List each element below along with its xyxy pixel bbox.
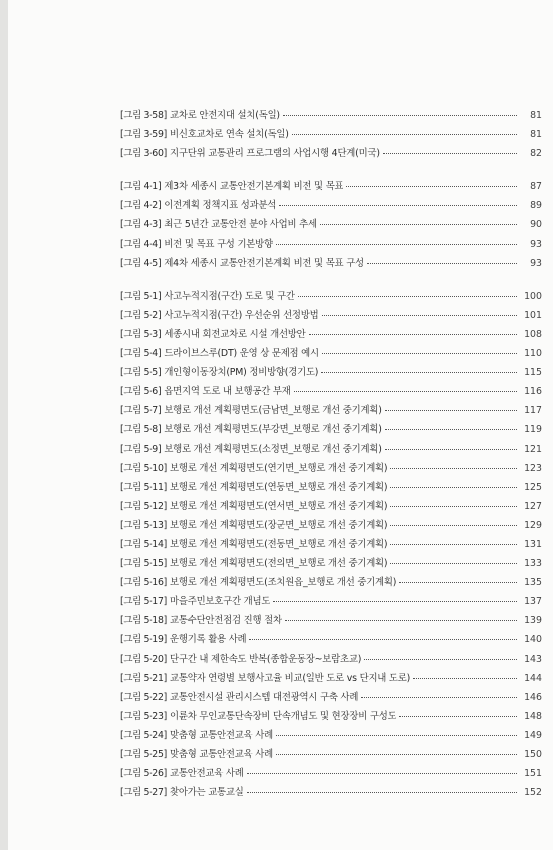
page-number: 143 xyxy=(524,653,542,665)
figure-entry xyxy=(120,235,542,254)
figure-number: [그림 3-58] xyxy=(120,110,167,121)
page-number: 81 xyxy=(530,110,542,121)
page-number: 144 xyxy=(524,672,542,684)
dot-leader xyxy=(276,754,517,755)
page-number: 90 xyxy=(530,219,542,231)
page-number: 140 xyxy=(524,634,542,646)
figure-number: [그림 5-24] xyxy=(120,729,167,741)
dot-leader xyxy=(249,639,517,640)
page-number: 110 xyxy=(524,348,542,360)
dot-leader xyxy=(390,487,517,488)
figure-title: 보행로 개선 계획평면도(연서면_보행로 개선 중기계획) xyxy=(170,500,388,512)
figure-title: 교통약자 연령별 보행사고율 비교(일반 도로 vs 단지내 도로) xyxy=(170,672,411,684)
figure-entry xyxy=(120,144,542,163)
figure-number: [그림 5-9] xyxy=(120,443,162,455)
dot-leader xyxy=(390,525,517,526)
figure-entry xyxy=(120,783,542,802)
figure-entry xyxy=(120,254,542,273)
page-number: 87 xyxy=(530,181,542,193)
page-number: 125 xyxy=(524,481,542,493)
page-number: 117 xyxy=(524,405,542,417)
figure-entry xyxy=(120,688,542,707)
page-number: 146 xyxy=(524,691,542,703)
page-number: 151 xyxy=(524,768,542,780)
figure-entry xyxy=(120,535,542,554)
figure-entry xyxy=(120,650,542,669)
page-number: 101 xyxy=(524,309,542,321)
figure-title: 교차로 안전지대 설치(독일) xyxy=(170,110,280,121)
figure-number: [그림 4-2] xyxy=(120,200,162,212)
dot-leader xyxy=(294,391,517,392)
page-number: 127 xyxy=(524,500,542,512)
dot-leader xyxy=(385,429,517,430)
figure-title: 사고누적지점(구간) 우선순위 선정방법 xyxy=(164,309,319,321)
figure-group xyxy=(120,287,542,803)
dot-leader xyxy=(390,544,517,545)
page-number: 121 xyxy=(524,443,542,455)
figure-entry xyxy=(120,420,542,439)
dot-leader xyxy=(367,263,517,264)
figure-entry xyxy=(120,630,542,649)
figure-entry xyxy=(120,125,542,144)
figure-title: 세종시내 회전교차로 시설 개선방안 xyxy=(164,328,306,340)
figure-entry xyxy=(120,611,542,630)
dot-leader xyxy=(279,205,517,206)
figure-title: 보행로 개선 계획평면도(연기면_보행로 개선 중기계획) xyxy=(170,462,388,474)
page-number: 89 xyxy=(530,200,542,212)
figure-entry xyxy=(120,497,542,516)
figure-title: 교통안전교육 사례 xyxy=(170,768,244,780)
figure-entry xyxy=(120,764,542,783)
figure-number: [그림 5-19] xyxy=(120,634,167,646)
figure-entry xyxy=(120,215,542,234)
dot-leader xyxy=(385,410,517,411)
dot-leader xyxy=(321,372,517,373)
figure-number: [그림 3-59] xyxy=(120,129,167,141)
figure-title: 비전 및 목표 구성 기본방향 xyxy=(164,238,273,250)
figure-entry xyxy=(120,382,542,401)
figure-number: [그림 5-18] xyxy=(120,615,167,627)
page-number: 129 xyxy=(524,519,542,531)
dot-leader xyxy=(413,678,517,679)
figure-title: 이전계획 정책지표 성과분석 xyxy=(164,200,277,212)
page-number: 82 xyxy=(530,148,542,160)
page-number: 100 xyxy=(524,290,542,302)
figure-entry xyxy=(120,440,542,459)
figure-title: 교통수단안전점검 진행 절차 xyxy=(170,615,282,627)
figure-number: [그림 3-60] xyxy=(120,148,167,160)
figure-number: [그림 5-16] xyxy=(120,577,167,589)
figure-title: 비신호교차로 연속 설치(독일) xyxy=(170,129,289,141)
dot-leader xyxy=(364,659,517,660)
figure-number: [그림 5-2] xyxy=(120,309,162,321)
figure-entry xyxy=(120,592,542,611)
figure-title: 교통안전시설 관리시스템 대전광역시 구축 사례 xyxy=(170,691,359,703)
figure-entry xyxy=(120,516,542,535)
figure-title: 읍면지역 도로 내 보행공간 부재 xyxy=(164,386,291,398)
figure-group xyxy=(120,177,542,272)
figure-number: [그림 5-11] xyxy=(120,481,167,493)
figure-number: [그림 5-13] xyxy=(120,519,167,531)
figure-entry xyxy=(120,707,542,726)
figure-entry xyxy=(120,106,542,125)
figure-title: 제3차 세종시 교통안전기본계획 비전 및 목표 xyxy=(164,181,344,193)
figure-number: [그림 5-25] xyxy=(120,749,167,760)
figure-number: [그림 5-3] xyxy=(120,328,162,340)
page-number: 116 xyxy=(524,386,542,398)
figure-title: 지구단위 교통관리 프로그램의 사업시행 4단계(미국) xyxy=(170,148,380,160)
figure-title: 보행로 개선 계획평면도(전의면_보행로 개선 중기계획) xyxy=(170,558,388,570)
dot-leader xyxy=(298,296,517,297)
page-number: 119 xyxy=(524,424,542,436)
figure-title: 마을주민보호구간 개념도 xyxy=(170,596,271,608)
figure-number: [그림 4-1] xyxy=(120,181,162,193)
figure-entry xyxy=(120,344,542,363)
figure-entry xyxy=(120,745,542,764)
figure-entry xyxy=(120,459,542,478)
figure-number: [그림 5-1] xyxy=(120,290,162,302)
figure-entry xyxy=(120,401,542,420)
dot-leader xyxy=(285,620,517,621)
figure-title: 보행로 개선 계획평면도(부강면_보행로 개선 중기계획) xyxy=(164,424,382,436)
figure-title: 단구간 내 제한속도 반복(종합운동장~보람초교) xyxy=(170,653,362,665)
page-number: 148 xyxy=(524,710,542,722)
page-number: 149 xyxy=(524,729,542,741)
page-number: 137 xyxy=(524,596,542,608)
dot-leader xyxy=(309,334,517,335)
figure-entry xyxy=(120,177,542,196)
dot-leader xyxy=(320,224,517,225)
figure-number: [그림 5-5] xyxy=(120,367,162,379)
dot-leader xyxy=(322,315,517,316)
figure-number: [그림 5-6] xyxy=(120,386,162,398)
figure-number: [그림 5-26] xyxy=(120,768,167,780)
figure-title: 사고누적지점(구간) 도로 및 구간 xyxy=(164,290,295,302)
dot-leader xyxy=(322,353,517,354)
figure-list xyxy=(120,106,542,802)
figure-number: [그림 5-23] xyxy=(120,710,167,722)
dot-leader xyxy=(292,134,517,135)
dot-leader xyxy=(399,716,517,717)
page-number: 108 xyxy=(524,328,542,340)
dot-leader xyxy=(385,449,517,450)
page-number: 150 xyxy=(524,749,542,760)
figure-number: [그림 5-27] xyxy=(120,787,167,799)
figure-title: 맞춤형 교통안전교육 사례 xyxy=(170,729,273,741)
figure-entry xyxy=(120,363,542,382)
figure-entry xyxy=(120,287,542,306)
figure-entry xyxy=(120,478,542,497)
page-number: 135 xyxy=(524,577,542,589)
figure-number: [그림 4-4] xyxy=(120,238,162,250)
page-number: 93 xyxy=(530,238,542,250)
figure-number: [그림 4-3] xyxy=(120,219,162,231)
page-number: 139 xyxy=(524,615,542,627)
figure-entry xyxy=(120,669,542,688)
figure-entry xyxy=(120,554,542,573)
figure-title: 개인형이동장치(PM) 정비방향(경기도) xyxy=(164,367,319,379)
figure-number: [그림 5-7] xyxy=(120,405,162,417)
figure-group xyxy=(120,106,542,163)
figure-number: [그림 5-20] xyxy=(120,653,167,665)
dot-leader xyxy=(383,153,517,154)
page-number: 93 xyxy=(530,257,542,269)
figure-number: [그림 5-15] xyxy=(120,558,167,570)
figure-number: [그림 5-12] xyxy=(120,500,167,512)
dot-leader xyxy=(399,582,517,583)
figure-number: [그림 5-10] xyxy=(120,462,167,474)
figure-entry xyxy=(120,306,542,325)
dot-leader xyxy=(276,244,517,245)
figure-entry xyxy=(120,726,542,745)
dot-leader xyxy=(247,773,517,774)
page-number: 123 xyxy=(524,462,542,474)
dot-leader xyxy=(283,115,517,116)
page-number: 81 xyxy=(530,129,542,141)
dot-leader xyxy=(273,601,517,602)
page-number: 133 xyxy=(524,558,542,570)
dot-leader xyxy=(247,792,517,793)
figure-entry xyxy=(120,573,542,592)
figure-number: [그림 4-5] xyxy=(120,257,162,269)
figure-number: [그림 5-17] xyxy=(120,596,167,608)
figure-title: 보행로 개선 계획평면도(소정면_보행로 개선 중기계획) xyxy=(164,443,382,455)
dot-leader xyxy=(276,735,517,736)
figure-number: [그림 5-21] xyxy=(120,672,167,684)
figure-title: 드라이브스루(DT) 운영 상 문제점 예시 xyxy=(164,348,319,360)
figure-title: 운행기록 활용 사례 xyxy=(170,634,247,646)
figure-entry xyxy=(120,196,542,215)
figure-title: 찾아가는 교통교실 xyxy=(170,787,244,799)
page-number: 131 xyxy=(524,538,542,550)
figure-number: [그림 5-8] xyxy=(120,424,162,436)
figure-title: 보행로 개선 계획평면도(장군면_보행로 개선 중기계획) xyxy=(170,519,388,531)
page-number: 152 xyxy=(524,787,542,799)
figure-title: 보행로 개선 계획평면도(금남면_보행로 개선 중기계획) xyxy=(164,405,382,417)
dot-leader xyxy=(390,563,517,564)
figure-entry xyxy=(120,325,542,344)
figure-number: [그림 5-22] xyxy=(120,691,167,703)
page-number: 115 xyxy=(524,367,542,379)
figure-title: 보행로 개선 계획평면도(연동면_보행로 개선 중기계획) xyxy=(170,481,388,493)
figure-title: 최근 5년간 교통안전 분야 사업비 추세 xyxy=(164,219,317,231)
dot-leader xyxy=(346,186,517,187)
figure-title: 보행로 개선 계획평면도(전동면_보행로 개선 중기계획) xyxy=(170,538,388,550)
figure-title: 제4차 세종시 교통안전기본계획 비전 및 목표 구성 xyxy=(164,257,364,269)
dot-leader xyxy=(361,697,517,698)
dot-leader xyxy=(390,506,517,507)
figure-number: [그림 5-14] xyxy=(120,538,167,550)
dot-leader xyxy=(390,468,517,469)
figure-title: 이륜차 무인교통단속장비 단속개념도 및 현장장비 구성도 xyxy=(170,710,397,722)
figure-title: 보행로 개선 계획평면도(조치원읍_보행로 개선 중기계획) xyxy=(170,577,397,589)
figure-title: 맞춤형 교통안전교육 사례 xyxy=(170,749,273,760)
figure-number: [그림 5-4] xyxy=(120,348,162,360)
